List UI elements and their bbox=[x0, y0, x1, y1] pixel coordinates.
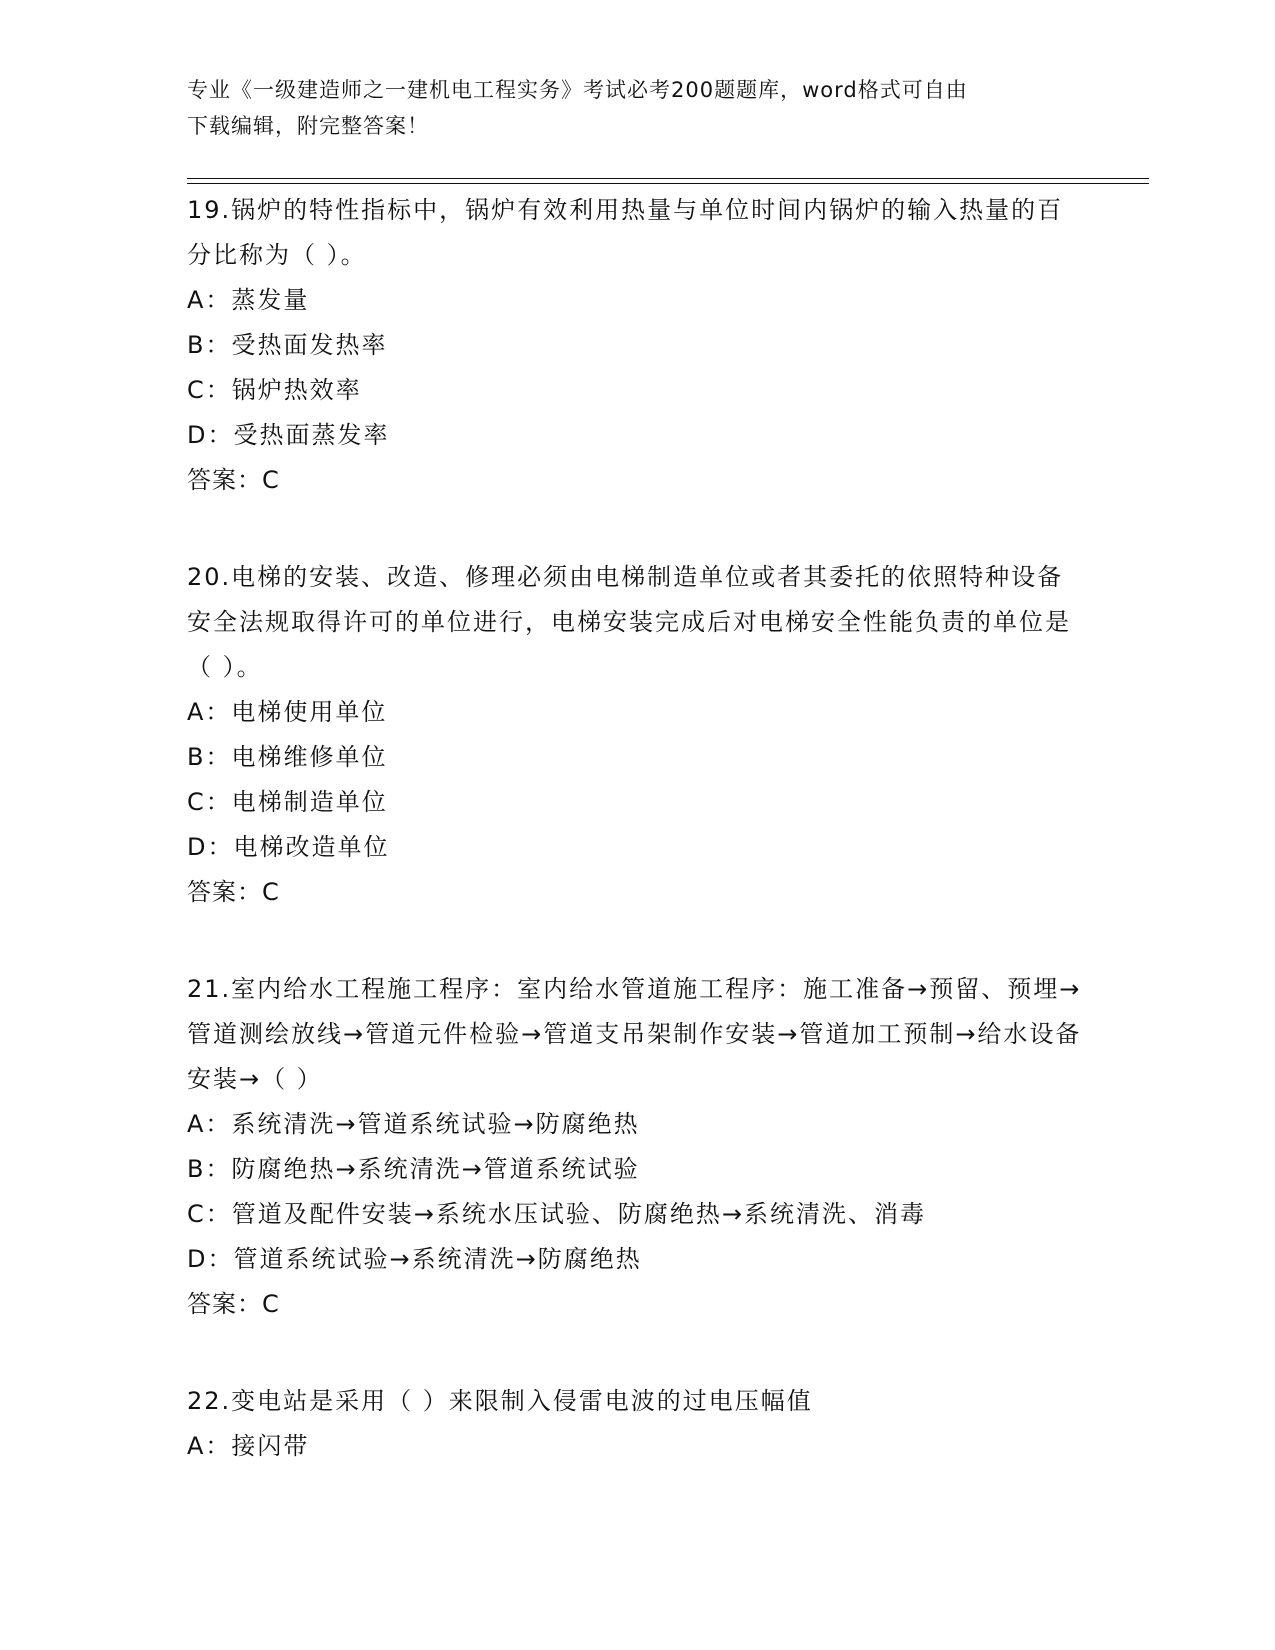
answer: 答案：C bbox=[187, 878, 280, 906]
option-d: D：管道系统试验→系统清洗→防腐绝热 bbox=[187, 1245, 642, 1273]
question-19 bbox=[187, 188, 1087, 503]
question-stem: 21.室内给水工程施工程序：室内给水管道施工程序：施工准备→预留、预埋→管道测绘放线→管道元件检验→管道支吊架制作安装→管道加工预制→给水设备安装→（ ） bbox=[187, 975, 1082, 1093]
question-stem: 22.变电站是采用（ ）来限制入侵雷电波的过电压幅值 bbox=[187, 1387, 813, 1415]
option-c: C：锅炉热效率 bbox=[187, 376, 362, 404]
option-a: A：接闪带 bbox=[187, 1432, 310, 1460]
question-list bbox=[187, 188, 1087, 1521]
option-c: C：电梯制造单位 bbox=[187, 788, 388, 816]
question-21 bbox=[187, 967, 1087, 1327]
option-a: A：电梯使用单位 bbox=[187, 698, 388, 726]
option-d: D：电梯改造单位 bbox=[187, 833, 390, 861]
option-b: B：受热面发热率 bbox=[187, 331, 388, 359]
header-divider-top bbox=[187, 178, 1149, 179]
question-20 bbox=[187, 555, 1087, 915]
option-a: A：系统清洗→管道系统试验→防腐绝热 bbox=[187, 1110, 640, 1138]
option-d: D：受热面蒸发率 bbox=[187, 421, 390, 449]
option-c: C：管道及配件安装→系统水压试验、防腐绝热→系统清洗、消毒 bbox=[187, 1200, 926, 1228]
document-header bbox=[187, 72, 1087, 144]
answer: 答案：C bbox=[187, 466, 280, 494]
header-divider-bottom bbox=[187, 183, 1149, 184]
option-b: B：防腐绝热→系统清洗→管道系统试验 bbox=[187, 1155, 640, 1183]
option-b: B：电梯维修单位 bbox=[187, 743, 388, 771]
option-a: A：蒸发量 bbox=[187, 286, 310, 314]
question-22 bbox=[187, 1379, 1087, 1469]
question-stem: 20.电梯的安装、改造、修理必须由电梯制造单位或者其委托的依照特种设备安全法规取得许可的单位进行，电梯安装完成后对电梯安全性能负责的单位是（ ）。 bbox=[187, 563, 1071, 681]
question-stem: 19.锅炉的特性指标中，锅炉有效利用热量与单位时间内锅炉的输入热量的百分比称为（ ）。 bbox=[187, 196, 1064, 269]
answer: 答案：C bbox=[187, 1290, 280, 1318]
header-line-2: 下载编辑，附完整答案！ bbox=[187, 114, 429, 138]
header-line-1: 专业《一级建造师之一建机电工程实务》考试必考200题题库，word格式可自由 bbox=[187, 78, 968, 102]
